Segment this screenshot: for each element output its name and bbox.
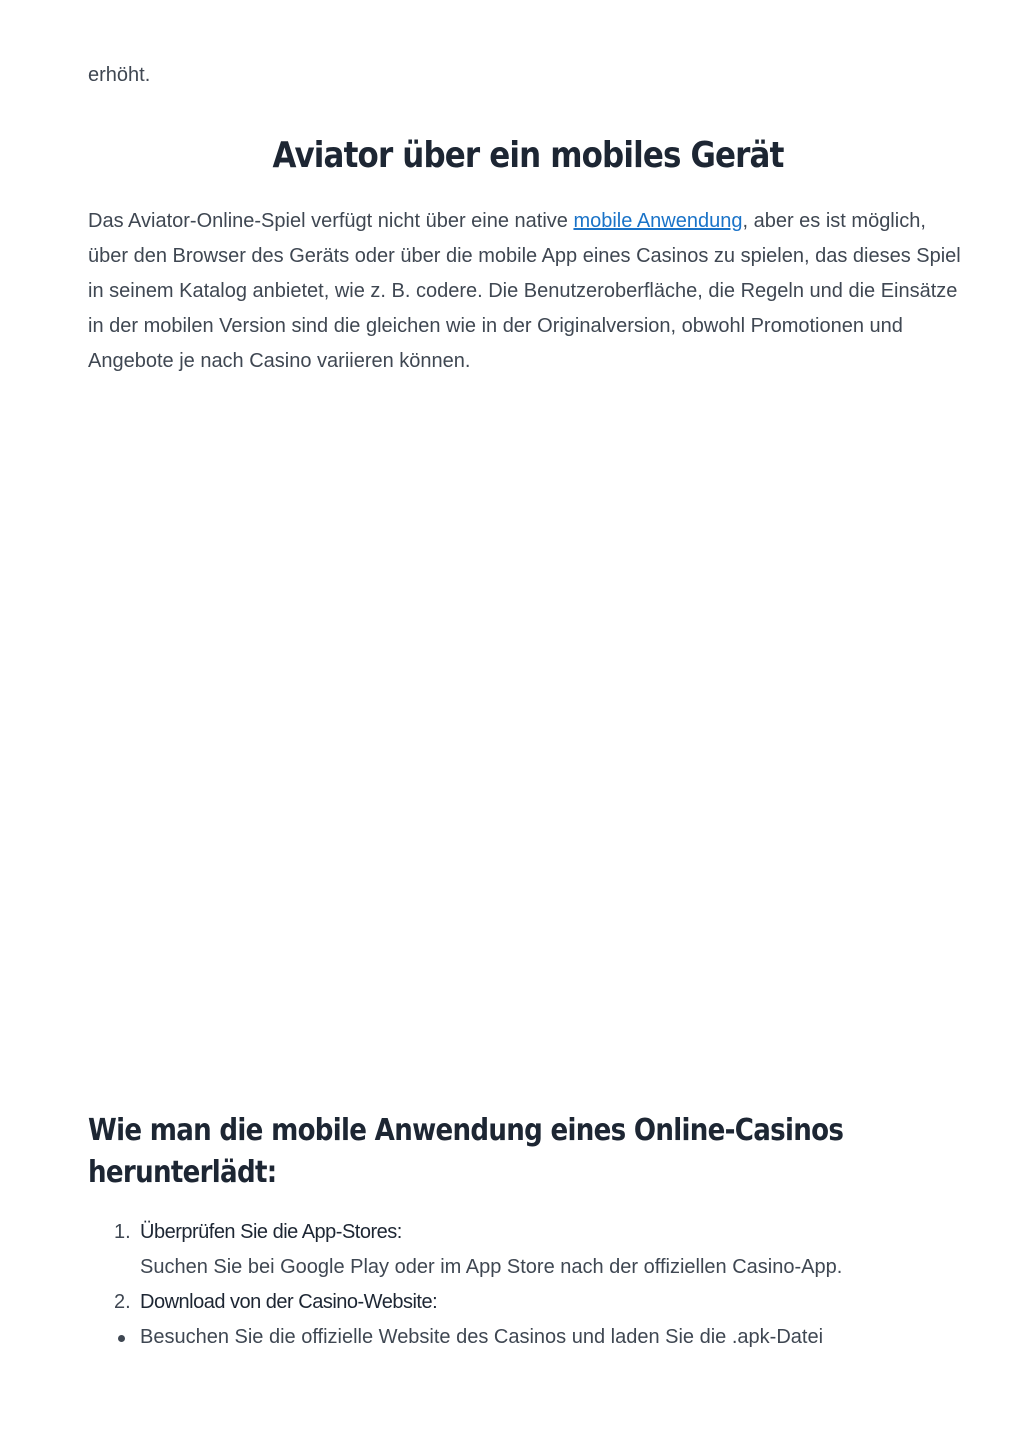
- mobile-paragraph-after-link: , aber es ist möglich, über den Browser des Geräts oder über die mobile App eines Casinos zu spielen, das dieses Spiel in seinem Katalog anbietet, wie z. B. codere. Die Benutzeroberfläche, die Regeln und die Einsätze in der mobilen Version sind die gleichen wie in der Originalversion, obwohl Promotionen und Angebote je nach Casino variieren können.: [88, 210, 961, 372]
- step-title: Download von der Casino-Website:: [140, 1291, 438, 1313]
- bullet-icon: [118, 1335, 125, 1342]
- step-number: 1.: [114, 1221, 131, 1243]
- mobile-paragraph: [88, 204, 968, 379]
- step-number: 2.: [114, 1291, 131, 1313]
- step-item: [88, 1215, 968, 1285]
- mobile-app-link[interactable]: mobile Anwendung: [573, 210, 743, 232]
- download-steps-list: [88, 1215, 968, 1355]
- step-sub-list: [88, 1320, 968, 1355]
- mobile-paragraph-before-link: Das Aviator-Online-Spiel verfügt nicht über eine native: [88, 210, 574, 232]
- sub-item-text: Besuchen Sie die offizielle Website des Casinos und laden Sie die .apk-Datei: [140, 1326, 824, 1348]
- sub-list-item: [88, 1320, 968, 1355]
- section-title-mobile: Aviator über ein mobiles Gerät: [272, 135, 784, 176]
- section-title-download: [88, 1110, 854, 1194]
- section-title-download-line1: Wie man die mobile Anwendung eines Online-Casinos: [88, 1113, 844, 1148]
- intro-fragment: erhöht.: [88, 64, 151, 86]
- section-title-download-line2: herunterlädt:: [88, 1155, 277, 1190]
- step-title: Überprüfen Sie die App-Stores:: [140, 1221, 402, 1243]
- step-item: [88, 1285, 968, 1355]
- step-description: Suchen Sie bei Google Play oder im App Store nach der offiziellen Casino-App.: [140, 1256, 843, 1278]
